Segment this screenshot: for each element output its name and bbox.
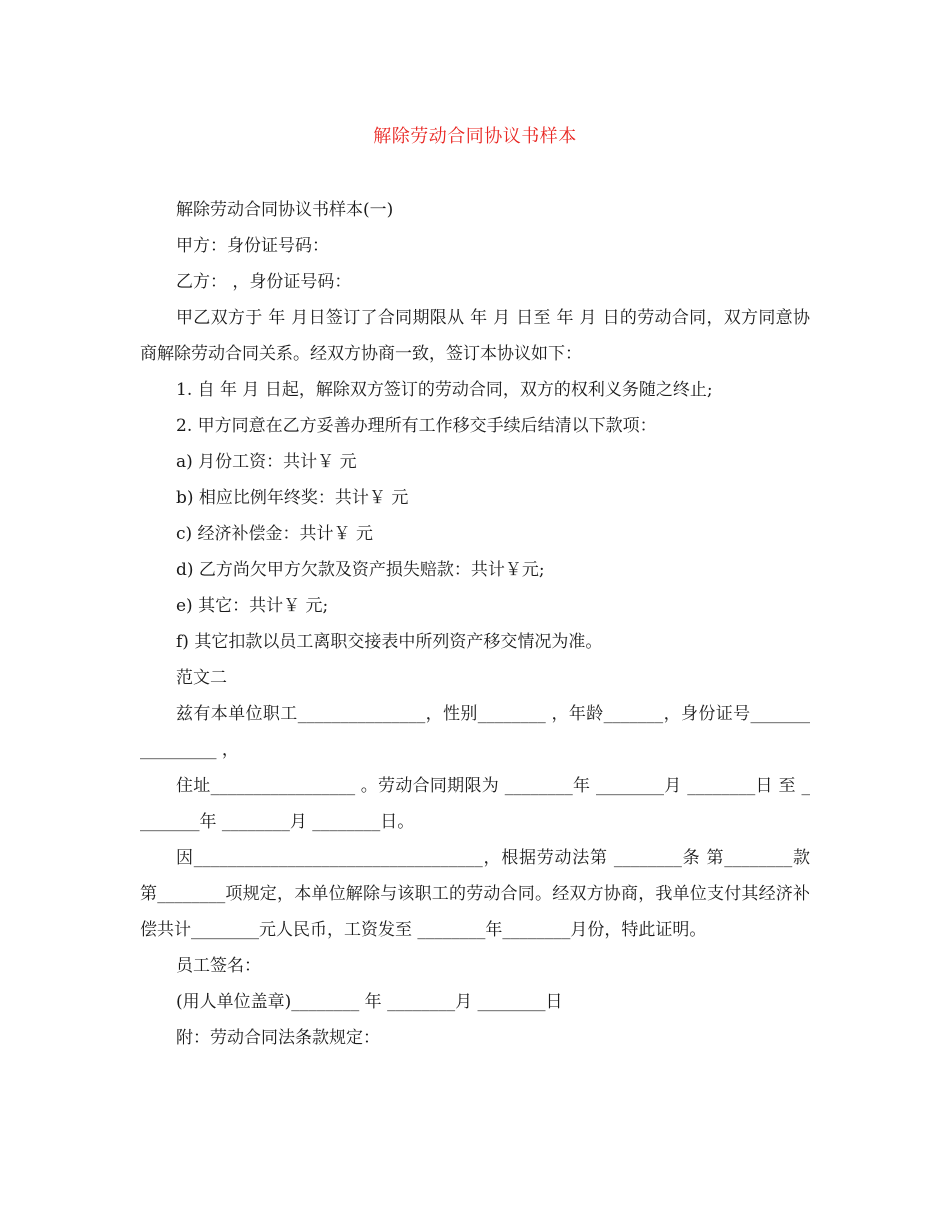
paragraph-appendix: 附：劳动合同法条款规定： — [176, 1028, 380, 1048]
paragraph-item-a: a) 月份工资：共计￥ 元 — [176, 452, 357, 472]
paragraph-address-term: 住址_________________ 。劳动合同期限为 ________年 ________月 ________日 至 ________年 ________月 ________日。 — [140, 776, 810, 832]
document-body — [140, 192, 810, 1056]
paragraph-party-a: 甲方：身份证号码： — [176, 236, 329, 256]
paragraph-agreement-intro: 甲乙双方于 年 月日签订了合同期限从 年 月 日至 年 月 日的劳动合同，双方同意协商解除劳动合同关系。经双方协商一致，签订本协议如下： — [140, 308, 810, 364]
paragraph-item-b: b) 相应比例年终奖：共计￥ 元 — [176, 488, 409, 508]
paragraph-termination-reason: 因__________________________________，根据劳动法第 ________条 第________款 第________项规定，本单位解除与该职工的劳动合同。经双方协商，我单位支付其经济补偿共计________元人民币，工资发至 ________年________月份，特此证明。 — [140, 848, 810, 940]
paragraph-party-b: 乙方： ，身份证号码： — [176, 272, 352, 292]
paragraph-clause-2: 2. 甲方同意在乙方妥善办理所有工作移交手续后结清以下款项： — [176, 416, 657, 436]
document-title: 解除劳动合同协议书样本 — [373, 126, 577, 147]
paragraph-item-f: f) 其它扣款以员工离职交接表中所列资产移交情况为准。 — [176, 632, 603, 652]
paragraph-employer-seal: (用人单位盖章)________ 年 ________月 ________日 — [176, 992, 563, 1012]
paragraph-item-c: c) 经济补偿金：共计￥ 元 — [176, 524, 373, 544]
paragraph-heading-sample-1: 解除劳动合同协议书样本(一) — [176, 200, 394, 220]
paragraph-heading-sample-2: 范文二 — [176, 668, 227, 688]
paragraph-item-d: d) 乙方尚欠甲方欠款及资产损失赔款：共计￥元; — [176, 560, 545, 580]
paragraph-item-e: e) 其它：共计￥ 元; — [176, 596, 329, 616]
paragraph-employee-info: 兹有本单位职工_______________，性别________ ，年龄_______，身份证号________________ ， — [140, 704, 810, 760]
paragraph-clause-1: 1. 自 年 月 日起，解除双方签订的劳动合同，双方的权利义务随之终止; — [176, 380, 713, 400]
paragraph-employee-signature: 员工签名： — [176, 956, 261, 976]
